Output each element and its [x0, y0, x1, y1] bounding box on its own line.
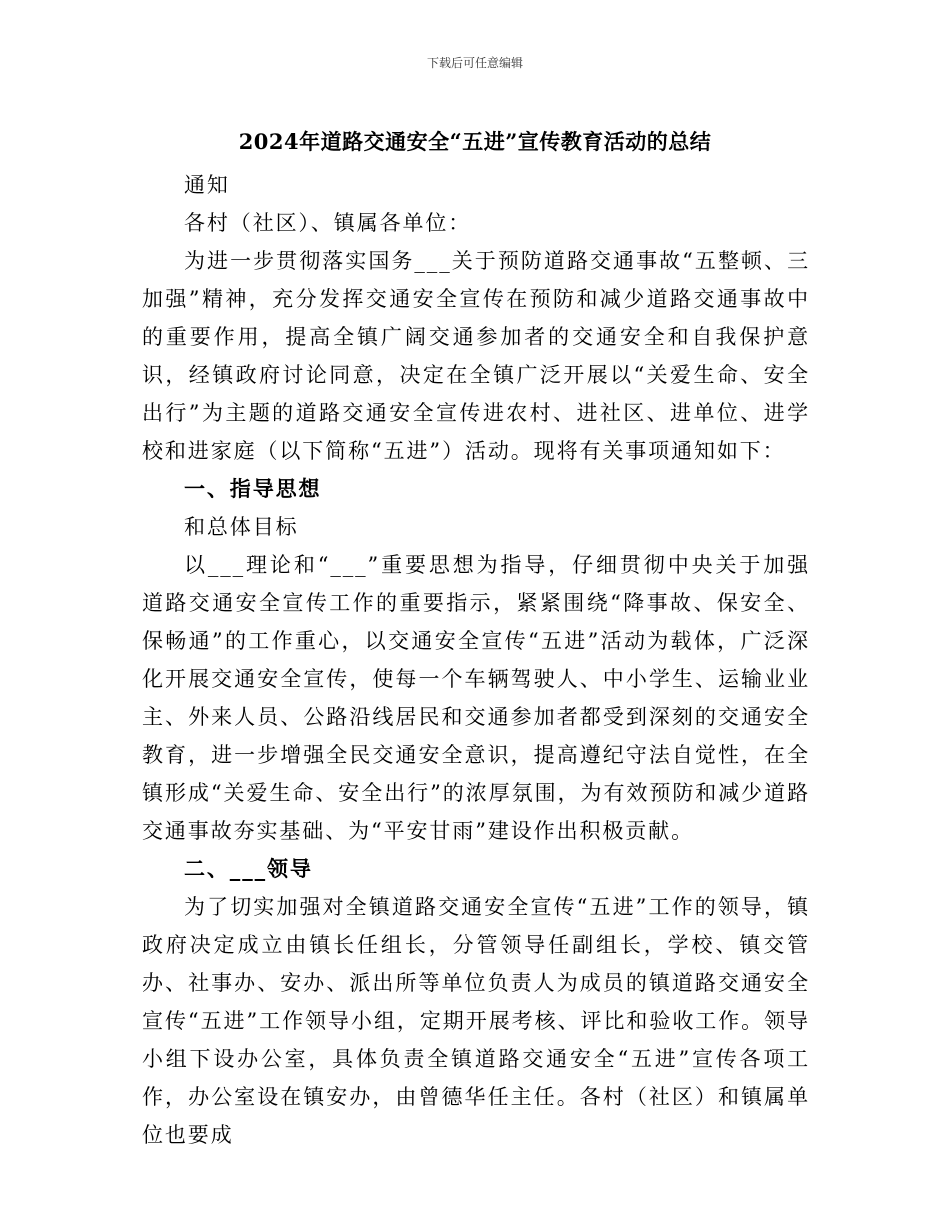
- paragraph-guiding-thought: 以___理论和“___”重要思想为指导，仔细贯彻中央关于加强道路交通安全宣传工作的重要指示，紧紧围绕“降事故、保安全、保畅通”的工作重心，以交通安全宣传“五进”活动为载体，广泛深化开展交通安全宣传，使每一个车辆驾驶人、中小学生、运输业业主、外来人员、公路沿线居民和交通参加者都受到深刻的交通安全教育，进一步增强全民交通安全意识，提高遵纪守法自觉性，在全镇形成“关爱生命、安全出行”的浓厚氛围，为有效预防和减少道路交通事故夯实基础、为“平安甘雨”建设作出积极贡献。: [142, 553, 810, 843]
- document-body: [142, 166, 810, 1154]
- paragraph-leadership: 为了切实加强对全镇道路交通安全宣传“五进”工作的领导，镇政府决定成立由镇长任组长，分管领导任副组长，学校、镇交管办、社事办、安办、派出所等单位负责人为成员的镇道路交通安全宣传“五进”工作领导小组，定期开展考核、评比和验收工作。领导小组下设办公室，具体负责全镇道路交通安全“五进”宣传各项工作，办公室设在镇安办，由曾德华任主任。各村（社区）和镇属单位也要成: [142, 895, 810, 1147]
- header-note: 下载后可任意编辑: [426, 56, 523, 70]
- section-heading-2: 二、___领导: [184, 856, 313, 881]
- paragraph-subheading: 和总体目标: [184, 515, 299, 539]
- paragraph-salutation: 各村（社区）、镇属各单位：: [184, 211, 472, 235]
- paragraph-notice: 通知: [184, 173, 230, 197]
- section-heading-1: 一、指导思想: [184, 476, 322, 501]
- document-title: 2024年道路交通安全“五进”宣传教育活动的总结: [238, 129, 712, 154]
- paragraph-intro: 为进一步贯彻落实国务___关于预防道路交通事故“五整顿、三加强”精神，充分发挥交通安全宣传在预防和减少道路交通事故中的重要作用，提高全镇广阔交通参加者的交通安全和自我保护意识，经镇政府讨论同意，决定在全镇广泛开展以“关爱生命、安全出行”为主题的道路交通安全宣传进农村、进社区、进单位、进学校和进家庭（以下简称“五进”）活动。现将有关事项通知如下：: [142, 249, 810, 463]
